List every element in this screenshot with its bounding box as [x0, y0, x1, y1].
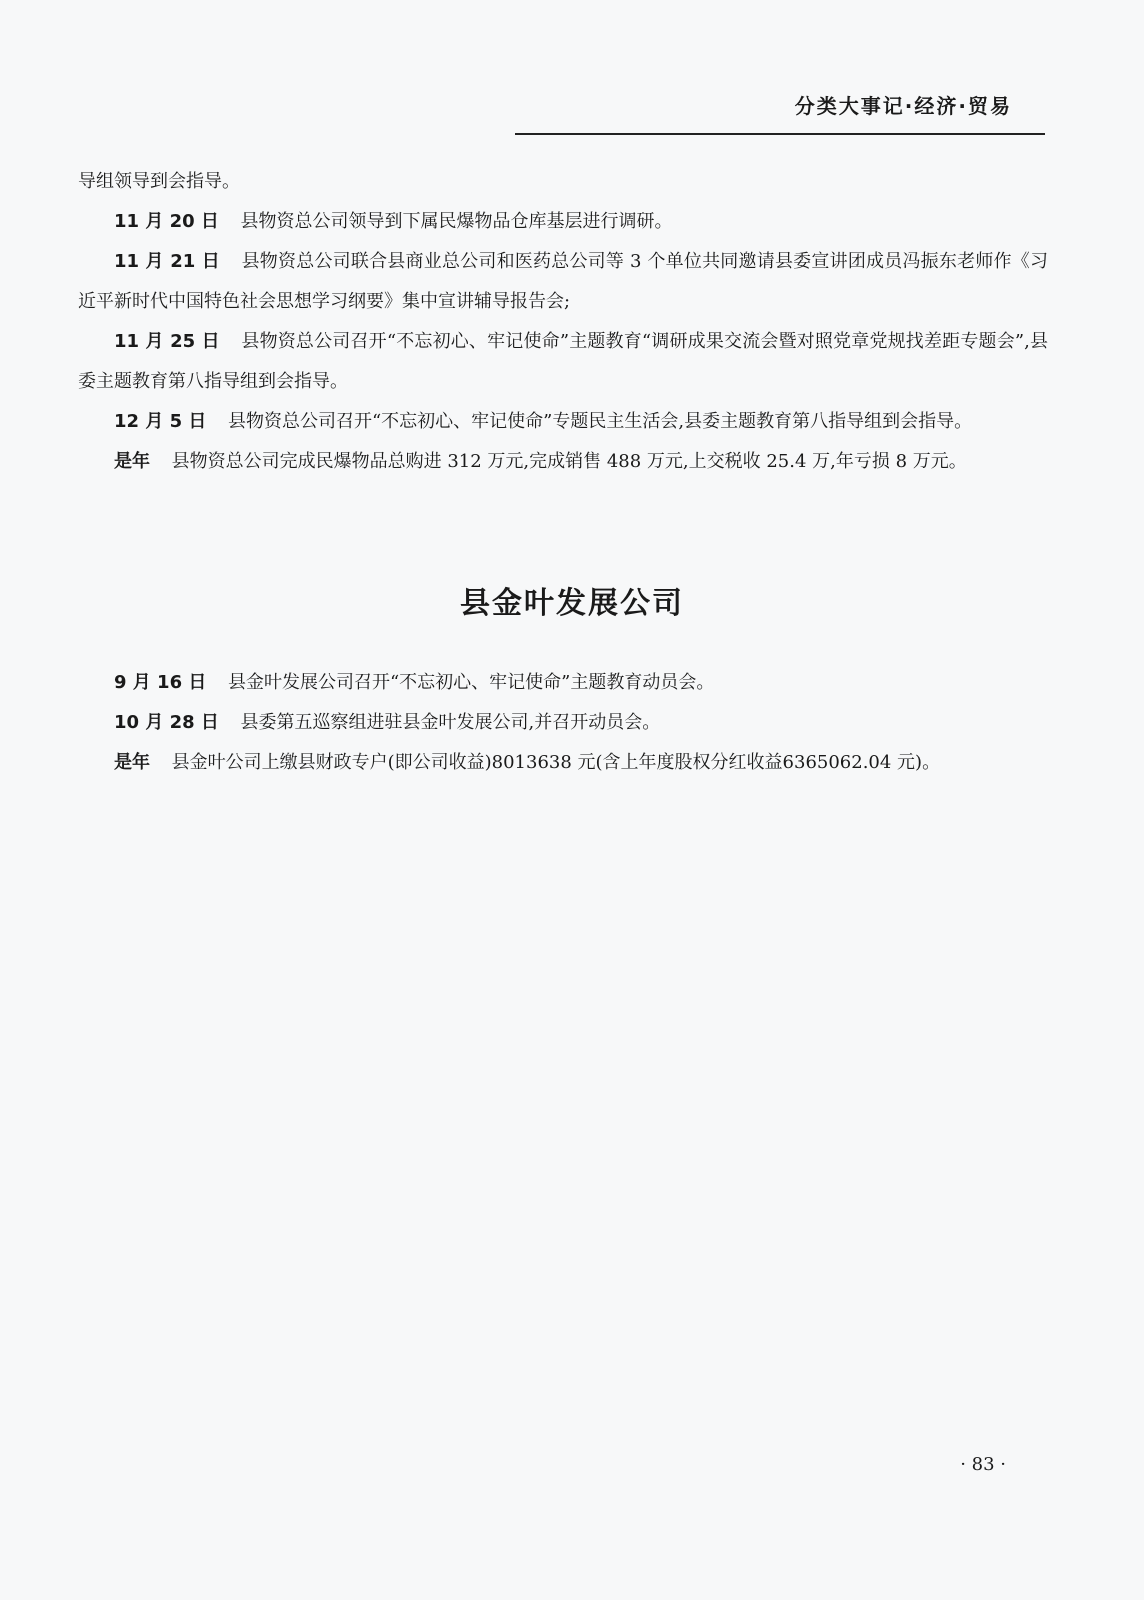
- entry-date: 11 月 20 日: [114, 211, 219, 232]
- entry-text: 县委第五巡察组进驻县金叶发展公司,并召开动员会。: [240, 712, 661, 733]
- entry-date: 12 月 5 日: [114, 411, 207, 432]
- entry-paragraph: [78, 402, 1048, 442]
- entry-date: 是年: [114, 752, 150, 773]
- entry-date: 9 月 16 日: [114, 672, 207, 693]
- entry-paragraph: [78, 162, 1048, 202]
- entry-paragraph: [78, 703, 1048, 743]
- entry-date: 是年: [114, 451, 150, 472]
- entry-paragraph: [78, 663, 1048, 703]
- section-2-body: [78, 663, 1048, 783]
- entry-paragraph: [78, 202, 1048, 242]
- header-rule: [515, 133, 1045, 135]
- entry-text: 县物资总公司联合县商业总公司和医药总公司等 3 个单位共同邀请县委宣讲团成员冯振东老师作《习近平新时代中国特色社会思想学习纲要》集中宣讲辅导报告会;: [78, 251, 1048, 312]
- entry-paragraph: [78, 442, 1048, 482]
- entry-text: 县物资总公司完成民爆物品总购进 312 万元,完成销售 488 万元,上交税收 25.4 万,年亏损 8 万元。: [171, 451, 967, 472]
- entry-text: 县物资总公司召开“不忘初心、牢记使命”专题民主生活会,县委主题教育第八指导组到会指导。: [227, 411, 973, 432]
- section-heading: 县金叶发展公司: [460, 586, 684, 621]
- entry-text: 县金叶发展公司召开“不忘初心、牢记使命”主题教育动员会。: [227, 672, 715, 693]
- entry-text: 县物资总公司召开“不忘初心、牢记使命”主题教育“调研成果交流会暨对照党章党规找差距专题会”,县委主题教育第八指导组到会指导。: [78, 331, 1048, 392]
- entry-paragraph: [78, 743, 1048, 783]
- entry-date: 10 月 28 日: [114, 712, 219, 733]
- section-1-body: [78, 162, 1048, 482]
- running-header: 分类大事记·经济·贸易: [794, 94, 1012, 118]
- entry-text: 县金叶公司上缴县财政专户(即公司收益)8013638 元(含上年度股权分红收益6365062.04 元)。: [171, 752, 941, 773]
- entry-text: 导组领导到会指导。: [78, 171, 240, 192]
- entry-paragraph: [78, 242, 1048, 322]
- entry-date: 11 月 21 日: [114, 251, 220, 272]
- page-number: · 83 ·: [960, 1454, 1006, 1475]
- entry-text: 县物资总公司领导到下属民爆物品仓库基层进行调研。: [240, 211, 673, 232]
- entry-date: 11 月 25 日: [114, 331, 220, 352]
- entry-paragraph: [78, 322, 1048, 402]
